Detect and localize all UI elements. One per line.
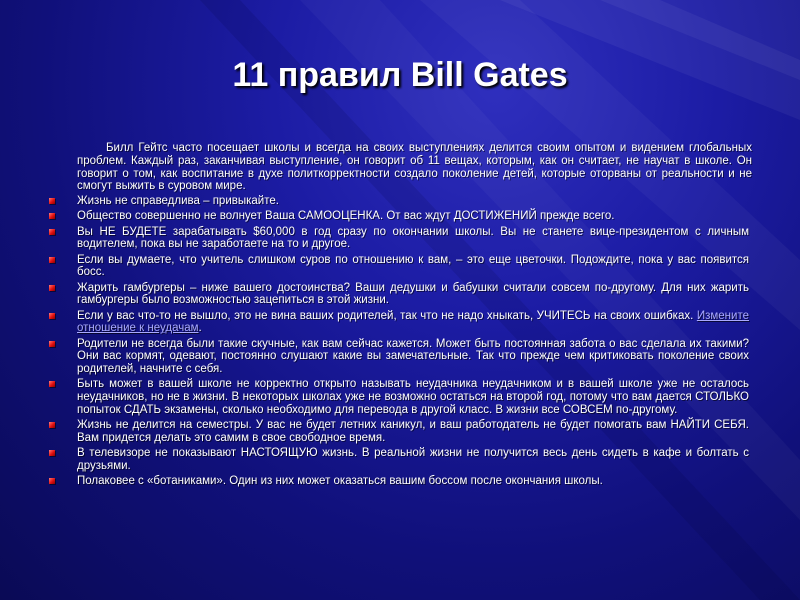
rule-item [77, 338, 749, 376]
square-bullet-icon [49, 285, 55, 291]
rules-list [0, 195, 800, 488]
rule-text: Полаковее с «ботаниками». Один из них может оказаться вашим боссом после окончания школы. [77, 475, 603, 488]
rule-text: Жизнь не справедлива – привыкайте. [77, 195, 279, 208]
rule-text-end: . [198, 322, 202, 335]
square-bullet-icon [49, 478, 55, 484]
square-bullet-icon [49, 313, 55, 319]
rule-item [77, 254, 749, 280]
rule-item [77, 210, 749, 223]
intro-paragraph: Билл Гейтс часто посещает школы и всегда на своих выступлениях делится своим опытом и видением глобальных проблем. Каждый раз, заканчивая выступление, он говорит об 11 вещах, которым, как он считает, не научат в школе. Он говорит о том, как воспитание в духе политкорректности создало поколение детей, которые оторваны от реальности и не смогут выжить в суровом мире. [77, 142, 752, 193]
square-bullet-icon [49, 341, 55, 347]
change-attitude-link[interactable]: Измените отношение к неудачам [77, 309, 749, 335]
rule-text: Если вы думаете, что учитель слишком суров по отношению к вам, – это еще цветочки. Подождите, пока у вас появится босс. [77, 253, 749, 279]
square-bullet-icon [49, 198, 55, 204]
square-bullet-icon [49, 229, 55, 235]
rule-text: Вы НЕ БУДЕТЕ зарабатывать $60,000 в год сразу по окончании школы. Вы не станете вице-президентом с личным водителем, пока вы не заработаете на то и другое. [77, 225, 749, 251]
slide-title: 11 правил Bill Gates [232, 56, 568, 94]
rule-text: В телевизоре не показывают НАСТОЯЩУЮ жизнь. В реальной жизни не получится весь день сидеть в кафе и болтать с друзьями. [77, 447, 749, 472]
slide-body [0, 142, 800, 490]
rule-item [77, 282, 749, 308]
rule-text: Общество совершенно не волнует Ваша САМООЦЕНКА. От вас ждут ДОСТИЖЕНИЙ прежде всего. [77, 210, 615, 223]
rule-text: Родители не всегда были такие скучные, как вам сейчас кажется. Может быть постоянная забота о вас сделала их такими? Они вас кормят, одевают, постоянно слушают какие вы замечательные. Так что прежде чем критиковать поколение своих родителей, начните с себя. [77, 337, 749, 376]
rule-item [77, 378, 749, 416]
rule-text: Жизнь не делится на семестры. У вас не будет летних каникул, и ваш работодатель не будет помогать вам НАЙТИ СЕБЯ. Вам придется делать это самим в свое свободное время. [77, 419, 749, 444]
rule-text: Жарить гамбургеры – ниже вашего достоинства? Ваши дедушки и бабушки считали совсем по-другому. Для них жарить гамбургеры было возможностью зацепиться в этой жизни. [77, 281, 749, 307]
rule-text: Если у вас что-то не вышло, это не вина ваших родителей, так что не надо хныкать, УЧИТЕСЬ на своих ошибках. [77, 309, 697, 322]
rule-item [77, 195, 749, 208]
rule-item [77, 419, 749, 445]
rule-item [77, 447, 749, 473]
square-bullet-icon [49, 422, 55, 428]
rule-item [77, 226, 749, 252]
rule-text: Быть может в вашей школе не корректно открыто называть неудачника неудачником и в вашей школе уже не осталось неудачников, но не в жизни. В некоторых школах уже не возможно остаться на второй год, потому что вам дается СТОЛЬКО попыток СДАТЬ экзамены, сколько необходимо для перевода в другой класс. В жизни все СОВСЕМ по-другому. [77, 378, 749, 416]
square-bullet-icon [49, 213, 55, 219]
rule-item [77, 310, 749, 336]
rule-item [77, 475, 749, 488]
square-bullet-icon [49, 257, 55, 263]
square-bullet-icon [49, 450, 55, 456]
square-bullet-icon [49, 381, 55, 387]
